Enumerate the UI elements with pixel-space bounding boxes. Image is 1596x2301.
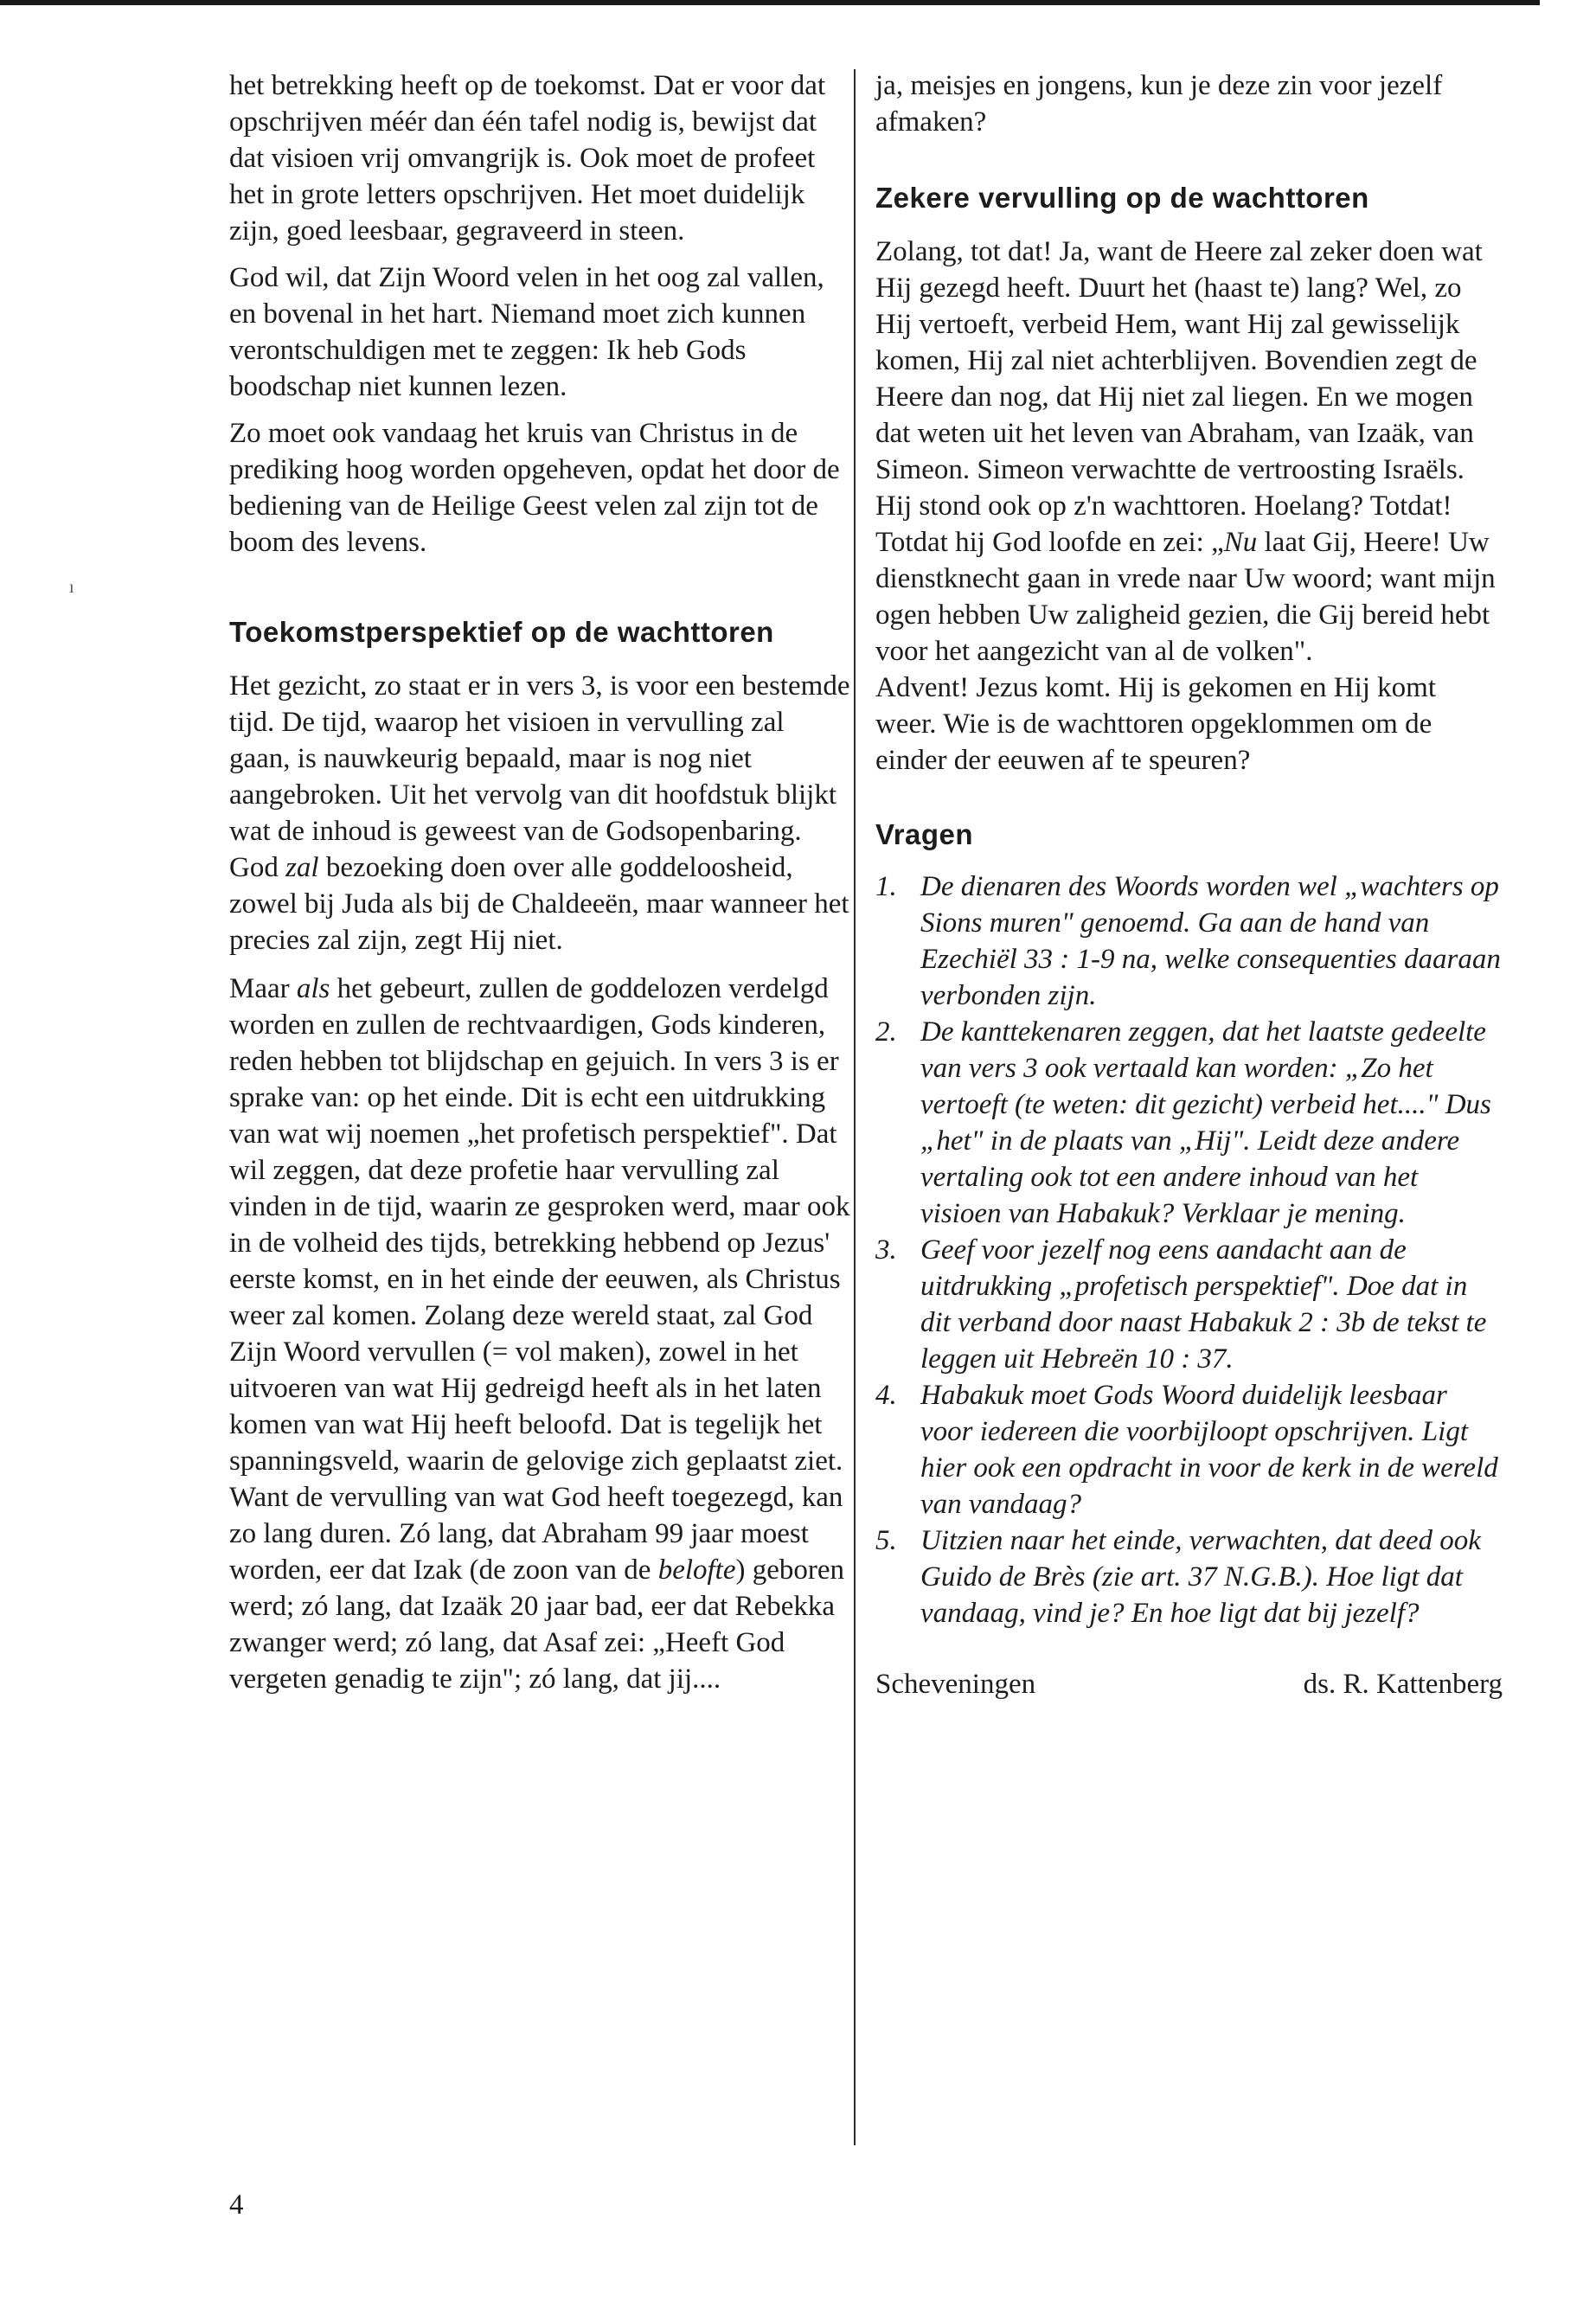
signature-place: Scheveningen — [875, 1669, 1036, 1700]
question-item — [875, 868, 1503, 1014]
left-paragraph-2: God wil, dat Zijn Woord velen in het oog zal vallen, en bovenal in het hart. Niemand moet zich kunnen verontschuldigen met te zeggen: Ik heb Gods boodschap niet kunnen lezen. — [229, 262, 824, 402]
question-number: 4. — [875, 1380, 897, 1411]
question-item — [875, 1232, 1503, 1377]
question-text: De kanttekenaren zeggen, dat het laatste gedeelte van vers 3 ook vertaald kan worden: „Zo het vertoeft (te weten: dit gezicht) verbeid het...." Dus „het" in de plaats van „Hij". Leidt deze andere vertaling ook tot een andere inhoud van het visioen van Habakuk? Verklaar je mening. — [920, 1016, 1491, 1229]
signature-author: ds. R. Kattenberg — [1303, 1669, 1503, 1700]
right-column — [875, 67, 1503, 1702]
left-paragraph-5-end: ) geboren werd; zó lang, dat Izaäk 20 jaar bad, eer dat Rebekka zwanger werd; zó lang, dat Asaf zei: „Heeft God vergeten genadig te zijn"; zó lang, dat jij.... — [229, 1554, 845, 1695]
heading-toekomstperspektief: Toekomstperspektief op de wachttoren — [229, 616, 774, 648]
heading-zekere-vervulling: Zekere vervulling op de wachttoren — [875, 182, 1369, 214]
question-text: Habakuk moet Gods Woord duidelijk leesbaar voor iedereen die voorbijloopt opschrijven. Ligt hier ook een opdracht in voor de kerk in de wereld van vandaag? — [920, 1380, 1498, 1520]
question-number: 1. — [875, 871, 897, 902]
right-paragraph-3: Advent! Jezus komt. Hij is gekomen en Hij komt weer. Wie is de wachttoren opgeklommen om de einder der eeuwen af te speuren? — [875, 672, 1436, 776]
right-paragraph-2-text: Zolang, tot dat! Ja, want de Heere zal zeker doen wat Hij gezegd heeft. Duurt het (haast te) lang? Wel, zo Hij vertoeft, verbeid Hem, want Hij zal gewisselijk komen, Hij zal niet achterblijven. Bovendien zegt de Heere dan nog, dat Hij niet zal liegen. En we mogen dat weten uit het leven van Abraham, van Izaäk, van Simeon. Simeon verwachtte de vertroosting Israëls. Hij stond ook op z'n wachttoren. Hoelang? Totdat! Totdat hij God loofde en zei: „ — [875, 236, 1483, 558]
heading-vragen: Vragen — [875, 818, 974, 850]
question-text: Uitzien naar het einde, verwachten, dat deed ook Guido de Brès (zie art. 37 N.G.B.). Hoe ligt dat vandaag, vind je? En hoe ligt dat bij jezelf? — [920, 1525, 1481, 1629]
left-paragraph-3: Zo moet ook vandaag het kruis van Christus in de prediking hoog worden opgeheven, opdat het door de bediening van de Heilige Geest velen zal zijn tot de boom des levens. — [229, 418, 840, 558]
right-paragraph-2 — [875, 234, 1503, 670]
left-paragraph-5-emphasis-2: belofte — [657, 1554, 736, 1586]
stray-mark: ı — [69, 578, 74, 597]
left-paragraph-5-start: Maar — [229, 973, 290, 1004]
top-rule — [0, 0, 1540, 5]
right-paragraph-2-emphasis: Nu — [1223, 527, 1258, 558]
page-number: 4 — [229, 2189, 244, 2221]
left-column — [229, 67, 852, 1697]
column-divider — [854, 69, 856, 2145]
question-number: 2. — [875, 1016, 897, 1048]
left-paragraph-5-mid: het gebeurt, zullen de goddelozen verdelgd worden en zullen de rechtvaardigen, Gods kinderen, reden hebben tot blijdschap en gejuich. In vers 3 is er sprake van: op het einde. Dit is echt een uitdrukking van wat wij noemen „het profetisch perspektief". Dat wil zeggen, dat deze profetie haar vervulling zal vinden in de tijd, waarin ze gesproken werd, maar ook in de volheid des tijds, betrekking hebbend op Jezus' eerste komst, en in het einde der eeuwen, als Christus weer zal komen. Zolang deze wereld staat, zal God Zijn Woord vervullen (= vol maken), zowel in het uitvoeren van wat Hij gedreigd heeft als in het laten komen van wat Hij heeft beloofd. Dat is tegelijk het spanningsveld, waarin de gelovige zich geplaatst ziet. Want de vervulling van wat God heeft toegezegd, kan zo lang duren. Zó lang, dat Abraham 99 jaar moest worden, eer dat Izak (de zoon van de — [229, 973, 850, 1586]
signature — [875, 1666, 1503, 1702]
question-item — [875, 1377, 1503, 1522]
question-item — [875, 1014, 1503, 1232]
left-paragraph-4 — [229, 668, 852, 958]
left-paragraph-1: het betrekking heeft op de toekomst. Dat er voor dat opschrijven méér dan één tafel nodig is, bewijst dat dat visioen vrij omvangrijk is. Ook moet de profeet het in grote letters opschrijven. Het moet duidelijk zijn, goed leesbaar, gegraveerd in steen. — [229, 70, 826, 247]
question-text: Geef voor jezelf nog eens aandacht aan de uitdrukking „profetisch perspektief". Doe dat in dit verband door naast Habakuk 2 : 3b de tekst te leggen uit Hebreën 10 : 37. — [920, 1234, 1487, 1375]
left-paragraph-5 — [229, 971, 852, 1697]
right-paragraph-1: ja, meisjes en jongens, kun je deze zin voor jezelf afmaken? — [875, 70, 1443, 138]
left-paragraph-4-emphasis: zal — [285, 852, 319, 883]
left-paragraph-4-text: Het gezicht, zo staat er in vers 3, is voor een bestemde tijd. De tijd, waarop het visioen in vervulling zal gaan, is nauwkeurig bepaald, maar is nog niet aangebroken. Uit het vervolg van dit hoofdstuk blijkt wat de inhoud is geweest van de Godsopenbaring. God — [229, 670, 850, 883]
question-item — [875, 1522, 1503, 1631]
left-paragraph-5-emphasis: als — [296, 973, 330, 1004]
left-paragraph-4-end: bezoeking doen over alle goddeloosheid, zowel bij Juda als bij de Chaldeeën, maar wanneer het precies zal zijn, zegt Hij niet. — [229, 852, 849, 956]
question-text: De dienaren des Woords worden wel „wachters op Sions muren" genoemd. Ga aan de hand van Ezechiël 33 : 1-9 na, welke consequenties daaraan verbonden zijn. — [920, 871, 1501, 1011]
questions-list — [875, 868, 1503, 1631]
right-paragraph-2-end: laat Gij, Heere! Uw dienstknecht gaan in vrede naar Uw woord; want mijn ogen hebben Uw zaligheid gezien, die Gij bereid hebt voor het aangezicht van al de volken". — [875, 527, 1496, 667]
question-number: 3. — [875, 1234, 897, 1266]
question-number: 5. — [875, 1525, 897, 1556]
